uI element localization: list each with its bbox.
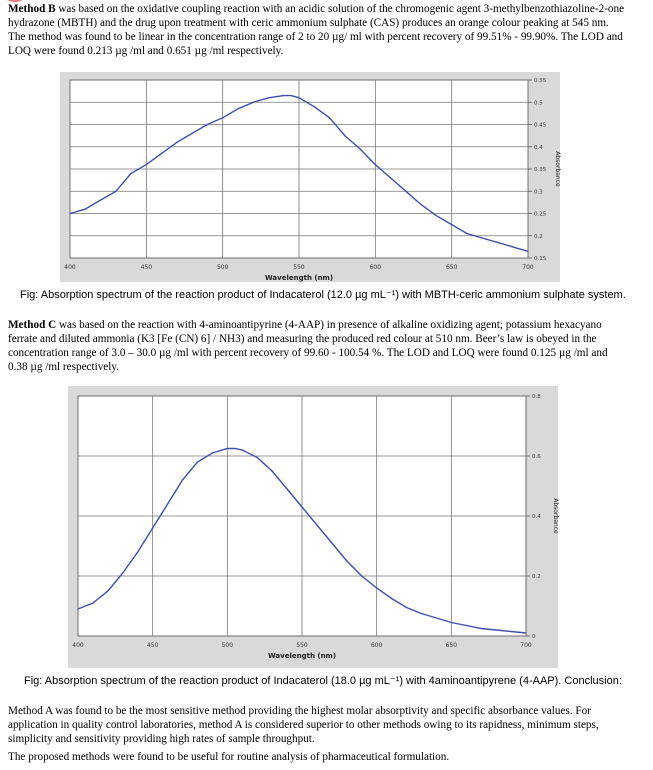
data-point [421,204,422,205]
y-tick-label: 0.8 [532,394,541,400]
data-point [291,95,292,96]
data-point [69,213,70,214]
data-point [316,524,317,525]
data-point [361,575,362,576]
data-point [100,200,101,201]
data-point [375,164,376,165]
x-tick-label: 550 [293,264,305,271]
data-point [222,117,223,118]
x-tick-label: 600 [369,264,382,271]
data-point [130,173,131,174]
conclusion-paragraph: Method A was found to be the most sensitive method providing the highest molar absorptivity and specific absorbance values. For application in quality control laboratories, method A is considered superior to other methods owing to its rapidness, minimum steps, simplicity and sensitivity providing high rates of sample throughput. [8,705,599,745]
x-tick-label: 700 [522,264,534,271]
data-point [527,251,528,252]
data-point [406,607,407,608]
data-point [85,208,86,209]
data-point [496,629,497,630]
data-point [466,233,467,234]
y-tick-label: 0.4 [532,514,541,520]
data-point [257,457,258,458]
data-point [268,97,269,98]
data-point [314,106,315,107]
method-c-text: was based on the reaction with 4-aminoantipyrine (4-AAP) in presence of alkaline oxidizing agent; potassium hexacyano ferrate and diluted ammonia (K3 [Fe (CN) 6] / NH3) and measuring the produced red colour at 510 nm. Beer’s law is obeyed in the concentration range of 3.0 – 30.0 µg /ml with percent recovery of 99.60 - 100.54 %. The LOD and LOQ were found 0.125 µg /ml and 0.38 µg /ml respectively. [8,319,608,373]
y-tick-label: 0.45 [534,122,547,129]
data-point [390,177,391,178]
data-point [359,148,360,149]
data-point [197,461,198,462]
data-point [182,479,183,480]
x-tick-label: 500 [216,264,229,271]
y-tick-label: 0.15 [534,256,547,262]
chart-b-container [60,72,560,282]
data-point [301,506,302,507]
data-point [405,191,406,192]
x-tick-label: 650 [445,264,458,271]
data-point [436,617,437,618]
x-tick-label: 450 [146,642,159,649]
data-point [167,503,168,504]
data-point [497,242,498,243]
data-point [122,572,123,573]
data-point [152,527,153,528]
data-point [115,191,116,192]
data-point [421,613,422,614]
data-point [286,488,287,489]
data-point [525,632,526,633]
x-tick-label: 500 [221,642,234,649]
y-tick-label: 0.2 [534,233,543,240]
figure-b-caption: Fig: Absorption spectrum of the reaction product of Indacaterol (12.0 µg mL⁻¹) with MBTH-ceric ammonium sulphate system. [20,289,626,301]
data-point [451,224,452,225]
y-tick-label: 0.5 [534,100,543,107]
data-point [192,133,193,134]
x-axis-label: Wavelength (nm) [267,652,337,660]
data-point [510,631,511,632]
x-tick-label: 650 [445,642,458,649]
method-b-lead: Method B [8,3,56,15]
data-point [212,452,213,453]
absorption-spectrum-chart-b [60,72,560,282]
data-point [283,95,284,96]
data-point [176,142,177,143]
data-point [482,237,483,238]
data-point [512,246,513,247]
data-point [242,449,243,450]
absorption-spectrum-chart-c [68,386,558,668]
figure-c-caption: Fig: Absorption spectrum of the reaction product of Indacaterol (18.0 µg mL⁻¹) with 4aminoantipyrene (4-AAP). Conclusion: [24,675,622,687]
y-tick-label: 0.6 [532,454,541,460]
x-tick-label: 400 [64,264,76,271]
y-axis-label: Absorbance [554,151,561,187]
data-point [146,164,147,165]
y-tick-label: 0.3 [534,189,543,196]
data-point [253,102,254,103]
data-point [344,135,345,136]
data-point [92,602,93,603]
x-tick-label: 600 [370,642,383,649]
data-point [391,598,392,599]
data-point [329,117,330,118]
x-tick-label: 550 [296,642,308,649]
conclusion-summary: The proposed methods were found to be useful for routine analysis of pharmaceutical formulation. [8,751,450,763]
y-tick-label: 0 [532,634,536,640]
data-point [376,587,377,588]
data-point [161,153,162,154]
data-point [77,608,78,609]
y-tick-label: 0.55 [534,78,547,84]
data-point [436,215,437,216]
y-tick-label: 0.2 [532,574,541,580]
method-b-paragraph [8,2,628,58]
data-point [346,560,347,561]
data-point [227,448,228,449]
data-point [298,97,299,98]
data-point [466,625,467,626]
data-point [237,108,238,109]
method-b-text: was based on the oxidative coupling reaction with an acidic solution of the chromogenic agent 3-methylbenzothiazoline-2-one hydrazone (MBTH) and the drug upon treatment with ceric ammonium sulphate (CAS) produces an orange colour peaking at 545 nm. The method was found to be linear in the concentration range of 2 to 20 µg/ ml with percent recovery of 99.51% - 99.90%. The LOD and LOQ were found 0.213 µg /ml and 0.651 µg /ml respectively. [8,3,625,57]
y-axis-label: Absorbance [552,498,559,534]
data-point [451,622,452,623]
data-point [137,551,138,552]
method-c-paragraph [8,318,628,374]
data-point [207,124,208,125]
data-point [272,470,273,471]
data-point [481,628,482,629]
data-point [331,542,332,543]
y-tick-label: 0.4 [534,144,543,151]
y-tick-label: 0.25 [534,211,547,218]
data-point [107,590,108,591]
data-point [234,448,235,449]
method-c-lead: Method C [8,319,57,331]
x-tick-label: 450 [140,264,153,271]
x-tick-label: 700 [520,642,532,649]
x-axis-label: Wavelength (nm) [264,274,334,282]
y-tick-label: 0.35 [534,167,547,173]
x-tick-label: 400 [72,642,84,649]
chart-c-container [68,386,558,668]
